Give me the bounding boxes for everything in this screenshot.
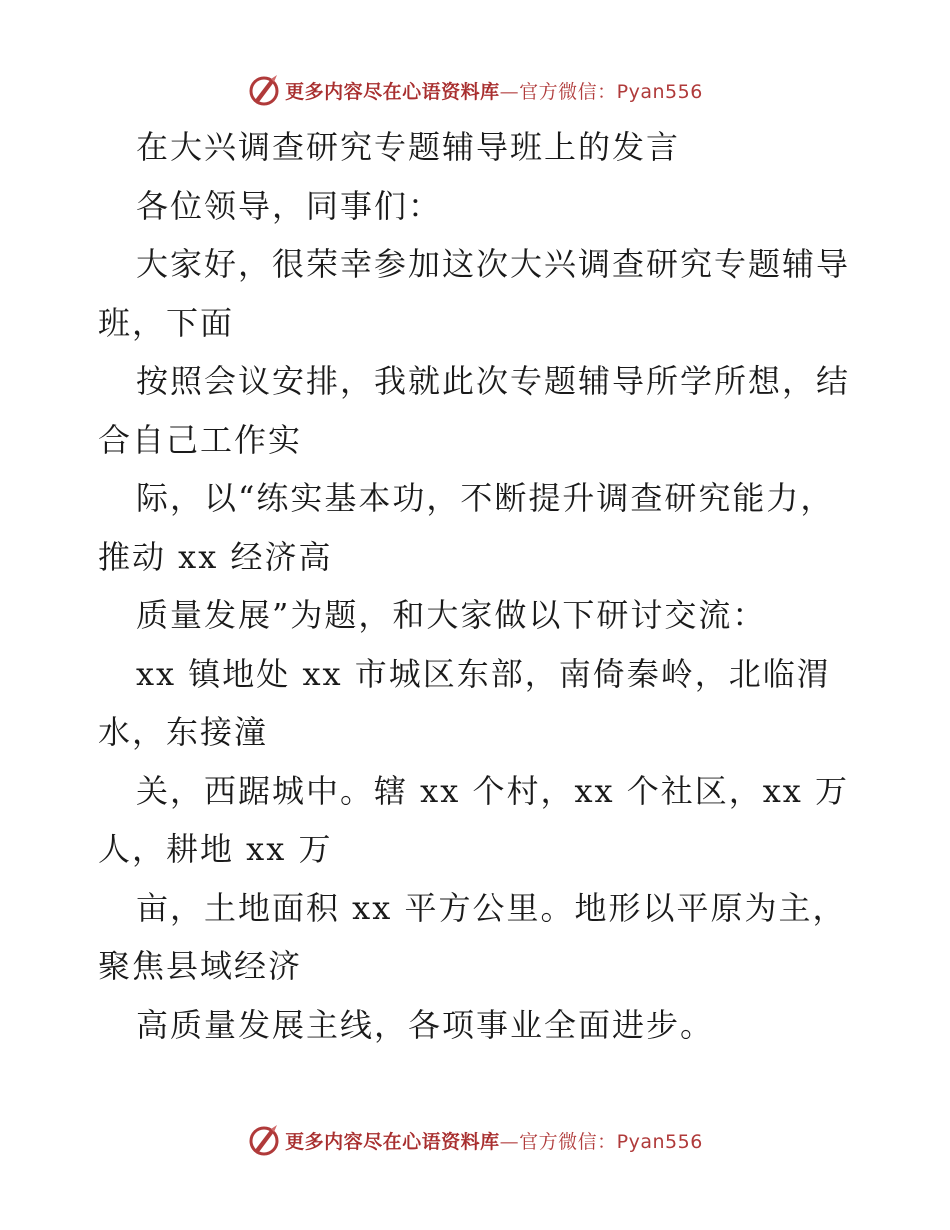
document-line: 合自己工作实 bbox=[98, 420, 303, 459]
quill-pen-circle-icon bbox=[247, 1123, 281, 1157]
document-body bbox=[98, 118, 858, 1054]
banner-text bbox=[285, 77, 703, 104]
banner-text bbox=[285, 1127, 703, 1154]
document-title: 在大兴调查研究专题辅导班上的发言 bbox=[136, 128, 681, 166]
document-line: 际，以“练实基本功，不断提升调查研究能力， bbox=[136, 479, 835, 517]
banner-dash: — bbox=[499, 1130, 520, 1153]
banner-main: 更多内容尽在心语资料库 bbox=[285, 80, 500, 103]
document-line: 大家好，很荣幸参加这次大兴调查研究专题辅导 bbox=[136, 245, 851, 283]
document-line: 高质量发展主线，各项事业全面进步。 bbox=[136, 1005, 715, 1044]
footer-banner bbox=[0, 1120, 950, 1160]
document-line: 关，西踞城中。辖 xx 个村，xx 个社区，xx 万 bbox=[136, 771, 849, 810]
banner-main: 更多内容尽在心语资料库 bbox=[285, 1130, 500, 1153]
document-line: 聚焦县域经济 bbox=[98, 947, 303, 985]
document-line: 质量发展”为题，和大家做以下研讨交流： bbox=[136, 596, 767, 634]
document-line: 班，下面 bbox=[98, 303, 235, 342]
banner-dash: — bbox=[499, 80, 520, 103]
document-line: xx 镇地处 xx 市城区东部，南倚秦岭，北临渭 bbox=[136, 654, 831, 693]
document-line: 亩，土地面积 xx 平方公里。地形以平原为主， bbox=[136, 888, 847, 927]
document-line: 水，东接潼 bbox=[98, 713, 269, 751]
document-line: 各位领导，同事们： bbox=[136, 186, 443, 225]
document-line: 推动 xx 经济高 bbox=[98, 537, 333, 576]
banner-suffix: 官方微信：Pyan556 bbox=[519, 80, 703, 103]
document-line: 人，耕地 xx 万 bbox=[98, 830, 333, 868]
header-banner bbox=[0, 70, 950, 110]
document-line: 按照会议安排，我就此次专题辅导所学所想，结 bbox=[136, 362, 851, 400]
banner-suffix: 官方微信：Pyan556 bbox=[519, 1130, 703, 1153]
quill-pen-circle-icon bbox=[247, 73, 281, 107]
